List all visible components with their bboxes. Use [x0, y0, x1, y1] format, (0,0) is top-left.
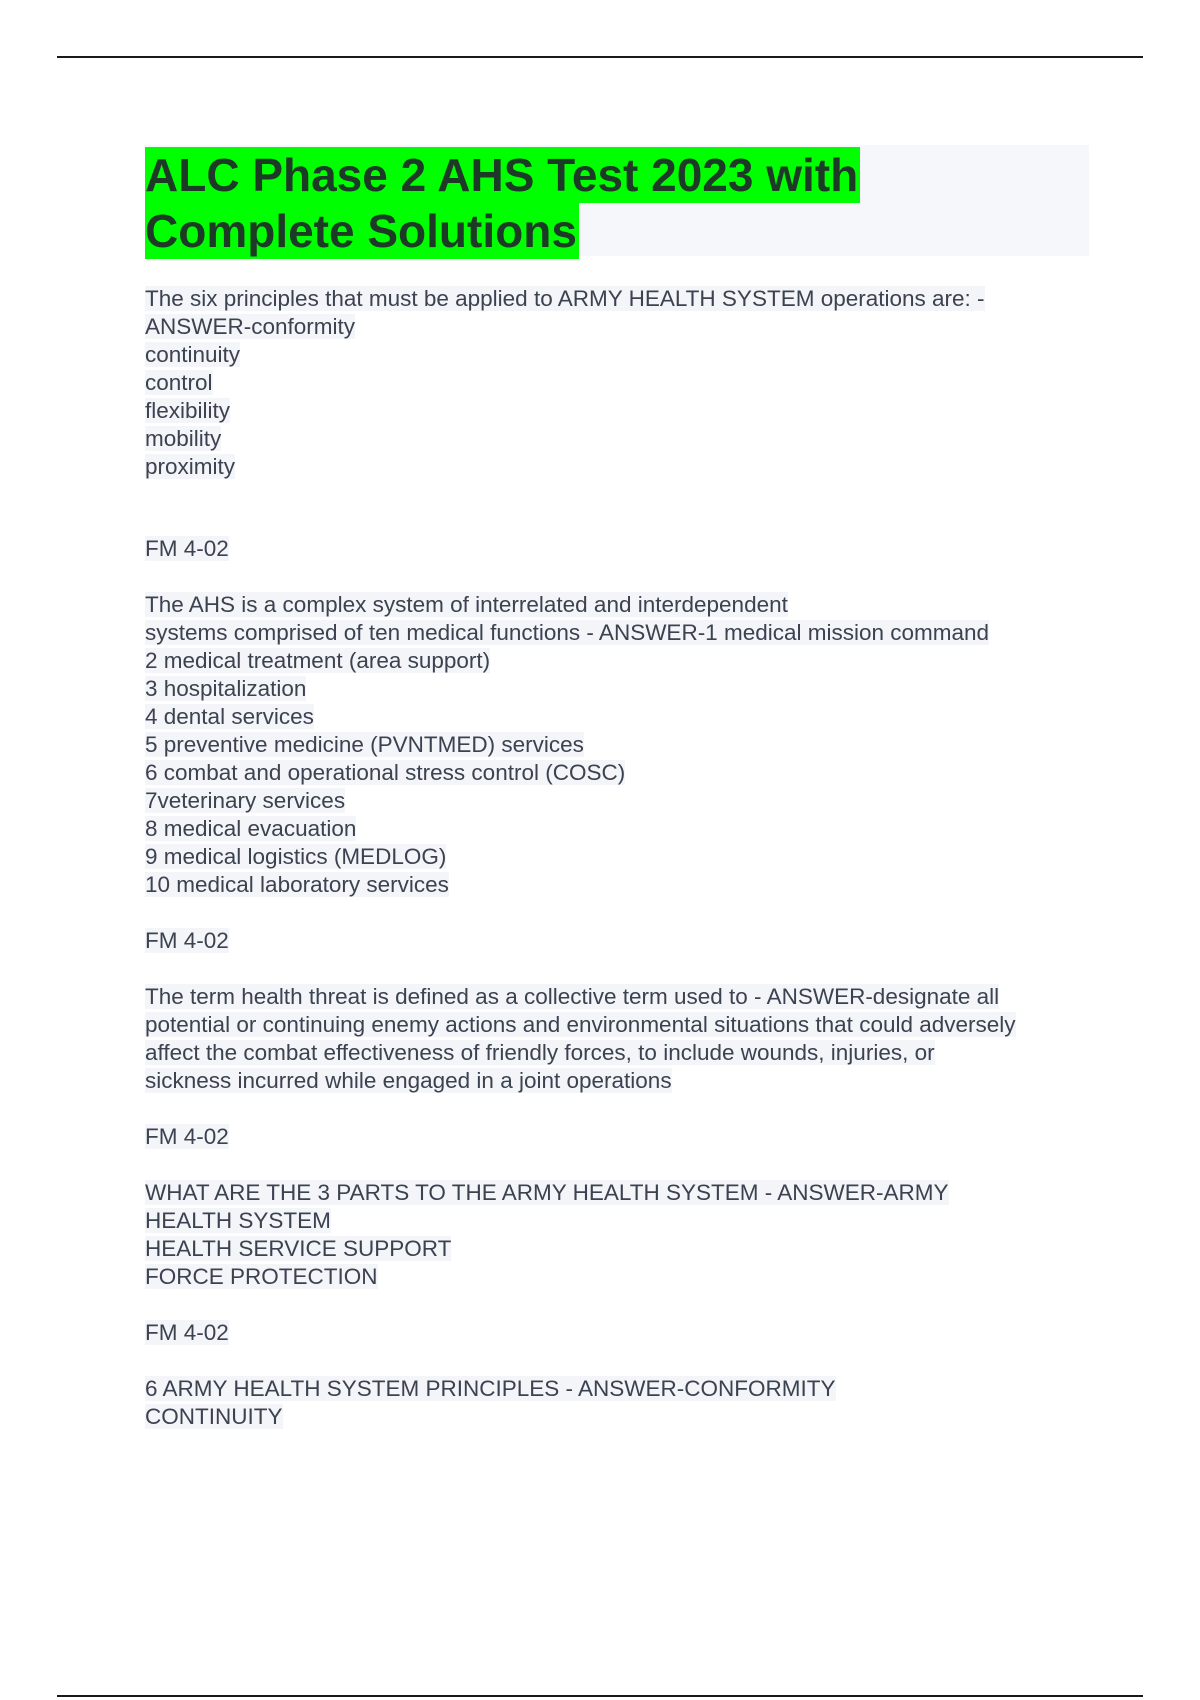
title-line-1: ALC Phase 2 AHS Test 2023 with — [145, 149, 859, 201]
text-line: sickness incurred while engaged in a joint operations — [145, 1068, 672, 1093]
reference-label: FM 4-02 — [145, 1124, 229, 1149]
qa-block-4 — [145, 1179, 1095, 1291]
text-line: affect the combat effectiveness of friendly forces, to include wounds, injuries, or — [145, 1040, 935, 1065]
top-rule — [57, 56, 1143, 58]
text-line: 8 medical evacuation — [145, 816, 357, 841]
qa-block-2 — [145, 591, 1095, 899]
document-body — [145, 285, 1095, 1431]
text-line: potential or continuing enemy actions and environmental situations that could adversely — [145, 1012, 1016, 1037]
reference-label: FM 4-02 — [145, 536, 229, 561]
text-line: systems comprised of ten medical functions - ANSWER-1 medical mission command — [145, 620, 990, 645]
text-line: 9 medical logistics (MEDLOG) — [145, 844, 447, 869]
text-line: 5 preventive medicine (PVNTMED) services — [145, 732, 584, 757]
text-line: The AHS is a complex system of interrelated and interdependent — [145, 592, 788, 617]
text-line: FORCE PROTECTION — [145, 1264, 378, 1289]
text-line: 2 medical treatment (area support) — [145, 648, 491, 673]
text-line: 3 hospitalization — [145, 676, 307, 701]
text-line: proximity — [145, 454, 236, 479]
text-line: ANSWER-conformity — [145, 314, 356, 339]
text-line: 7veterinary services — [145, 788, 346, 813]
reference-label: FM 4-02 — [145, 1320, 229, 1345]
reference-label: FM 4-02 — [145, 928, 229, 953]
text-line: 4 dental services — [145, 704, 314, 729]
text-line: 10 medical laboratory services — [145, 872, 449, 897]
qa-block-5 — [145, 1375, 1095, 1431]
text-line: CONTINUITY — [145, 1404, 283, 1429]
text-line: The six principles that must be applied to ARMY HEALTH SYSTEM operations are: - — [145, 286, 985, 311]
title-line-2: Complete Solutions — [145, 205, 577, 257]
qa-block-3 — [145, 983, 1095, 1095]
text-line: mobility — [145, 426, 222, 451]
text-line: control — [145, 370, 213, 395]
text-line: HEALTH SERVICE SUPPORT — [145, 1236, 452, 1261]
document-title — [145, 147, 860, 259]
text-line: flexibility — [145, 398, 231, 423]
text-line: The term health threat is defined as a collective term used to - ANSWER-designate all — [145, 984, 1000, 1009]
text-line: continuity — [145, 342, 241, 367]
qa-block-1 — [145, 285, 1095, 481]
text-line: 6 ARMY HEALTH SYSTEM PRINCIPLES - ANSWER-CONFORMITY — [145, 1376, 836, 1401]
text-line: 6 combat and operational stress control (COSC) — [145, 760, 626, 785]
text-line: HEALTH SYSTEM — [145, 1208, 331, 1233]
bottom-rule — [57, 1695, 1143, 1697]
text-line: WHAT ARE THE 3 PARTS TO THE ARMY HEALTH SYSTEM - ANSWER-ARMY — [145, 1180, 949, 1205]
